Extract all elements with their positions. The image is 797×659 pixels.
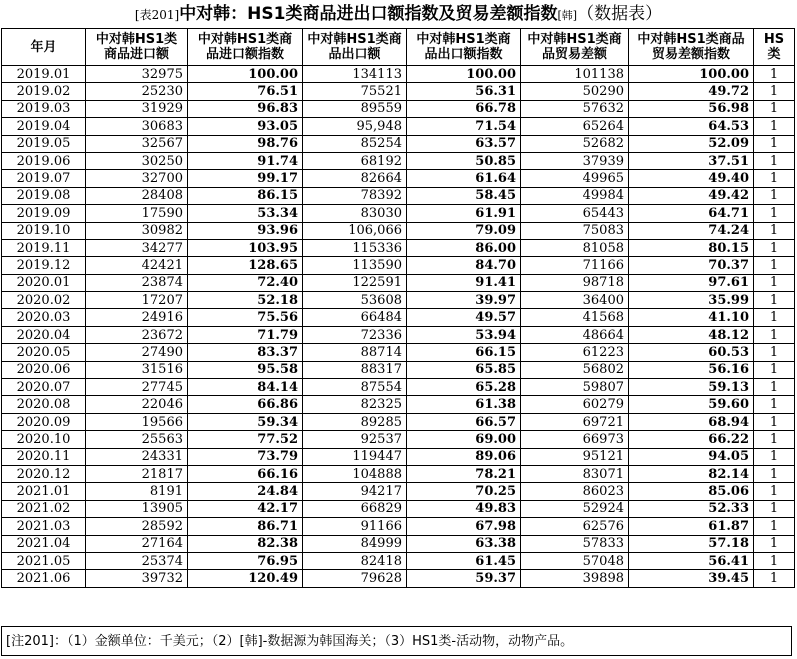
cell-export-value: 84999 <box>303 535 407 552</box>
cell-import-index: 93.05 <box>188 118 303 135</box>
cell-export-index: 59.37 <box>407 570 521 587</box>
cell-export-index: 86.00 <box>407 239 521 256</box>
cell-hs-class: 1 <box>754 205 795 222</box>
cell-trade-balance: 65264 <box>521 118 629 135</box>
cell-import-value: 27164 <box>86 535 188 552</box>
cell-import-index: 73.79 <box>188 448 303 465</box>
data-table <box>1 28 795 588</box>
cell-export-value: 85254 <box>303 135 407 152</box>
cell-export-value: 94217 <box>303 483 407 500</box>
cell-import-index: 103.95 <box>188 239 303 256</box>
table-row <box>2 222 795 239</box>
header-trade-balance: 中对韩HS1类商品贸易差额 <box>521 29 629 66</box>
cell-trade-balance-index: 100.00 <box>629 66 754 83</box>
cell-trade-balance: 48664 <box>521 326 629 343</box>
cell-hs-class: 1 <box>754 239 795 256</box>
cell-hs-class: 1 <box>754 170 795 187</box>
cell-import-value: 30250 <box>86 152 188 169</box>
cell-export-value: 87554 <box>303 379 407 396</box>
cell-import-value: 25230 <box>86 83 188 100</box>
cell-import-index: 66.86 <box>188 396 303 413</box>
cell-import-index: 71.79 <box>188 326 303 343</box>
cell-import-value: 28408 <box>86 187 188 204</box>
cell-trade-balance: 75083 <box>521 222 629 239</box>
cell-import-index: 72.40 <box>188 274 303 291</box>
cell-export-value: 88714 <box>303 344 407 361</box>
cell-import-value: 17207 <box>86 292 188 309</box>
cell-month: 2021.01 <box>2 483 86 500</box>
cell-hs-class: 1 <box>754 396 795 413</box>
cell-export-value: 68192 <box>303 152 407 169</box>
cell-export-value: 134113 <box>303 66 407 83</box>
cell-export-index: 61.38 <box>407 396 521 413</box>
cell-month: 2020.11 <box>2 448 86 465</box>
cell-month: 2021.02 <box>2 500 86 517</box>
header-export-index: 中对韩HS1类商品出口额指数 <box>407 29 521 66</box>
cell-month: 2019.09 <box>2 205 86 222</box>
cell-import-index: 99.17 <box>188 170 303 187</box>
cell-export-index: 39.97 <box>407 292 521 309</box>
cell-import-value: 31516 <box>86 361 188 378</box>
cell-month: 2019.07 <box>2 170 86 187</box>
cell-import-index: 86.71 <box>188 518 303 535</box>
cell-hs-class: 1 <box>754 118 795 135</box>
cell-trade-balance: 98718 <box>521 274 629 291</box>
cell-export-value: 82325 <box>303 396 407 413</box>
cell-month: 2020.07 <box>2 379 86 396</box>
cell-trade-balance-index: 52.09 <box>629 135 754 152</box>
cell-import-value: 8191 <box>86 483 188 500</box>
cell-import-index: 128.65 <box>188 257 303 274</box>
cell-export-index: 66.78 <box>407 100 521 117</box>
cell-month: 2019.06 <box>2 152 86 169</box>
cell-trade-balance: 57833 <box>521 535 629 552</box>
cell-import-index: 59.34 <box>188 413 303 430</box>
cell-trade-balance: 37939 <box>521 152 629 169</box>
cell-hs-class: 1 <box>754 570 795 587</box>
cell-hs-class: 1 <box>754 413 795 430</box>
cell-export-value: 104888 <box>303 465 407 482</box>
title-suffix: （数据表） <box>577 4 663 24</box>
table-row <box>2 431 795 448</box>
cell-import-value: 24331 <box>86 448 188 465</box>
cell-hs-class: 1 <box>754 274 795 291</box>
table-body <box>2 66 795 588</box>
cell-export-index: 84.70 <box>407 257 521 274</box>
cell-export-index: 91.41 <box>407 274 521 291</box>
cell-trade-balance-index: 61.87 <box>629 518 754 535</box>
cell-hs-class: 1 <box>754 465 795 482</box>
cell-import-index: 66.16 <box>188 465 303 482</box>
cell-trade-balance-index: 59.13 <box>629 379 754 396</box>
cell-trade-balance-index: 94.05 <box>629 448 754 465</box>
cell-export-index: 58.45 <box>407 187 521 204</box>
cell-trade-balance-index: 59.60 <box>629 396 754 413</box>
cell-trade-balance: 41568 <box>521 309 629 326</box>
cell-hs-class: 1 <box>754 431 795 448</box>
cell-hs-class: 1 <box>754 187 795 204</box>
cell-export-value: 113590 <box>303 257 407 274</box>
cell-import-index: 75.56 <box>188 309 303 326</box>
cell-import-index: 100.00 <box>188 66 303 83</box>
cell-month: 2021.04 <box>2 535 86 552</box>
cell-export-value: 72336 <box>303 326 407 343</box>
cell-month: 2021.03 <box>2 518 86 535</box>
cell-export-index: 61.45 <box>407 552 521 569</box>
title-main: 中对韩：HS1类商品进出口额指数及贸易差额指数 <box>179 4 558 24</box>
cell-export-value: 83030 <box>303 205 407 222</box>
cell-trade-balance-index: 70.37 <box>629 257 754 274</box>
cell-hs-class: 1 <box>754 66 795 83</box>
cell-export-index: 69.00 <box>407 431 521 448</box>
cell-trade-balance-index: 97.61 <box>629 274 754 291</box>
cell-trade-balance-index: 57.18 <box>629 535 754 552</box>
cell-import-index: 86.15 <box>188 187 303 204</box>
table-row <box>2 205 795 222</box>
cell-import-value: 39732 <box>86 570 188 587</box>
cell-trade-balance-index: 52.33 <box>629 500 754 517</box>
cell-trade-balance: 60279 <box>521 396 629 413</box>
cell-trade-balance: 69721 <box>521 413 629 430</box>
cell-import-value: 22046 <box>86 396 188 413</box>
cell-month: 2019.03 <box>2 100 86 117</box>
cell-trade-balance: 49984 <box>521 187 629 204</box>
cell-hs-class: 1 <box>754 448 795 465</box>
cell-trade-balance-index: 37.51 <box>629 152 754 169</box>
cell-hs-class: 1 <box>754 257 795 274</box>
cell-import-value: 23672 <box>86 326 188 343</box>
cell-import-value: 13905 <box>86 500 188 517</box>
cell-hs-class: 1 <box>754 100 795 117</box>
cell-export-value: 66829 <box>303 500 407 517</box>
table-row <box>2 170 795 187</box>
cell-import-value: 28592 <box>86 518 188 535</box>
cell-trade-balance: 57632 <box>521 100 629 117</box>
cell-export-index: 78.21 <box>407 465 521 482</box>
table-row <box>2 570 795 587</box>
cell-import-index: 120.49 <box>188 570 303 587</box>
cell-hs-class: 1 <box>754 518 795 535</box>
table-row <box>2 326 795 343</box>
cell-export-value: 78392 <box>303 187 407 204</box>
cell-trade-balance-index: 64.53 <box>629 118 754 135</box>
cell-trade-balance: 52924 <box>521 500 629 517</box>
cell-import-index: 98.76 <box>188 135 303 152</box>
cell-export-value: 79628 <box>303 570 407 587</box>
cell-export-value: 119447 <box>303 448 407 465</box>
cell-export-value: 75521 <box>303 83 407 100</box>
cell-hs-class: 1 <box>754 344 795 361</box>
cell-hs-class: 1 <box>754 500 795 517</box>
cell-import-index: 83.37 <box>188 344 303 361</box>
table-row <box>2 152 795 169</box>
cell-import-value: 42421 <box>86 257 188 274</box>
cell-month: 2019.04 <box>2 118 86 135</box>
table-row <box>2 344 795 361</box>
cell-month: 2020.09 <box>2 413 86 430</box>
cell-import-index: 42.17 <box>188 500 303 517</box>
cell-month: 2020.10 <box>2 431 86 448</box>
cell-trade-balance-index: 49.72 <box>629 83 754 100</box>
cell-export-value: 82418 <box>303 552 407 569</box>
table-row <box>2 83 795 100</box>
table-row <box>2 552 795 569</box>
table-row <box>2 361 795 378</box>
header-import-index: 中对韩HS1类商品进口额指数 <box>188 29 303 66</box>
cell-import-index: 91.74 <box>188 152 303 169</box>
cell-import-value: 32700 <box>86 170 188 187</box>
table-row <box>2 465 795 482</box>
cell-month: 2019.10 <box>2 222 86 239</box>
cell-import-value: 23874 <box>86 274 188 291</box>
cell-import-index: 96.83 <box>188 100 303 117</box>
cell-month: 2020.02 <box>2 292 86 309</box>
cell-trade-balance-index: 82.14 <box>629 465 754 482</box>
cell-export-index: 79.09 <box>407 222 521 239</box>
cell-trade-balance-index: 74.24 <box>629 222 754 239</box>
cell-trade-balance: 52682 <box>521 135 629 152</box>
cell-export-value: 82664 <box>303 170 407 187</box>
cell-trade-balance: 66973 <box>521 431 629 448</box>
cell-month: 2019.08 <box>2 187 86 204</box>
cell-export-value: 122591 <box>303 274 407 291</box>
cell-hs-class: 1 <box>754 83 795 100</box>
cell-trade-balance: 81058 <box>521 239 629 256</box>
cell-trade-balance: 49965 <box>521 170 629 187</box>
header-import-value: 中对韩HS1类商品进口额 <box>86 29 188 66</box>
cell-export-value: 91166 <box>303 518 407 535</box>
cell-import-value: 19566 <box>86 413 188 430</box>
table-row <box>2 66 795 83</box>
cell-hs-class: 1 <box>754 379 795 396</box>
cell-export-index: 65.28 <box>407 379 521 396</box>
table-row <box>2 396 795 413</box>
cell-hs-class: 1 <box>754 483 795 500</box>
cell-export-index: 89.06 <box>407 448 521 465</box>
cell-export-index: 56.31 <box>407 83 521 100</box>
cell-import-index: 93.96 <box>188 222 303 239</box>
cell-import-index: 82.38 <box>188 535 303 552</box>
header-trade-balance-index: 中对韩HS1类商品贸易差额指数 <box>629 29 754 66</box>
table-row <box>2 379 795 396</box>
cell-trade-balance-index: 49.42 <box>629 187 754 204</box>
cell-export-index: 53.94 <box>407 326 521 343</box>
cell-trade-balance: 57048 <box>521 552 629 569</box>
cell-trade-balance-index: 66.22 <box>629 431 754 448</box>
cell-import-value: 27745 <box>86 379 188 396</box>
cell-export-index: 63.38 <box>407 535 521 552</box>
cell-import-value: 32567 <box>86 135 188 152</box>
cell-hs-class: 1 <box>754 552 795 569</box>
cell-trade-balance-index: 85.06 <box>629 483 754 500</box>
cell-export-index: 66.57 <box>407 413 521 430</box>
table-row <box>2 187 795 204</box>
table-row <box>2 483 795 500</box>
cell-trade-balance-index: 80.15 <box>629 239 754 256</box>
cell-import-value: 31929 <box>86 100 188 117</box>
cell-trade-balance-index: 39.45 <box>629 570 754 587</box>
cell-export-index: 67.98 <box>407 518 521 535</box>
cell-export-index: 50.85 <box>407 152 521 169</box>
cell-import-value: 17590 <box>86 205 188 222</box>
cell-trade-balance: 83071 <box>521 465 629 482</box>
cell-hs-class: 1 <box>754 135 795 152</box>
cell-hs-class: 1 <box>754 222 795 239</box>
cell-import-value: 25563 <box>86 431 188 448</box>
cell-month: 2019.12 <box>2 257 86 274</box>
cell-month: 2019.11 <box>2 239 86 256</box>
cell-hs-class: 1 <box>754 361 795 378</box>
cell-import-value: 30982 <box>86 222 188 239</box>
cell-trade-balance-index: 41.10 <box>629 309 754 326</box>
cell-export-value: 95,948 <box>303 118 407 135</box>
cell-trade-balance-index: 56.41 <box>629 552 754 569</box>
cell-trade-balance: 59807 <box>521 379 629 396</box>
cell-import-value: 25374 <box>86 552 188 569</box>
cell-hs-class: 1 <box>754 535 795 552</box>
cell-trade-balance: 39898 <box>521 570 629 587</box>
cell-month: 2019.01 <box>2 66 86 83</box>
cell-import-index: 53.34 <box>188 205 303 222</box>
cell-month: 2020.03 <box>2 309 86 326</box>
cell-export-index: 100.00 <box>407 66 521 83</box>
cell-trade-balance: 65443 <box>521 205 629 222</box>
cell-import-index: 52.18 <box>188 292 303 309</box>
table-row <box>2 448 795 465</box>
cell-import-index: 77.52 <box>188 431 303 448</box>
table-row <box>2 239 795 256</box>
cell-trade-balance-index: 49.40 <box>629 170 754 187</box>
cell-export-value: 66484 <box>303 309 407 326</box>
cell-export-value: 106,066 <box>303 222 407 239</box>
table-row <box>2 500 795 517</box>
cell-hs-class: 1 <box>754 326 795 343</box>
cell-import-value: 27490 <box>86 344 188 361</box>
table-row <box>2 292 795 309</box>
cell-export-value: 115336 <box>303 239 407 256</box>
cell-export-value: 89559 <box>303 100 407 117</box>
cell-import-value: 34277 <box>86 239 188 256</box>
table-row <box>2 535 795 552</box>
cell-month: 2020.08 <box>2 396 86 413</box>
cell-export-index: 71.54 <box>407 118 521 135</box>
cell-import-index: 76.51 <box>188 83 303 100</box>
cell-hs-class: 1 <box>754 292 795 309</box>
cell-import-value: 30683 <box>86 118 188 135</box>
cell-import-value: 21817 <box>86 465 188 482</box>
cell-export-index: 70.25 <box>407 483 521 500</box>
cell-trade-balance-index: 56.16 <box>629 361 754 378</box>
cell-export-index: 61.91 <box>407 205 521 222</box>
cell-trade-balance-index: 68.94 <box>629 413 754 430</box>
cell-export-value: 89285 <box>303 413 407 430</box>
cell-month: 2020.06 <box>2 361 86 378</box>
cell-hs-class: 1 <box>754 309 795 326</box>
cell-month: 2020.12 <box>2 465 86 482</box>
table-number: [表201] <box>134 8 180 22</box>
cell-trade-balance: 36400 <box>521 292 629 309</box>
cell-export-index: 61.64 <box>407 170 521 187</box>
cell-trade-balance: 95121 <box>521 448 629 465</box>
cell-trade-balance: 56802 <box>521 361 629 378</box>
cell-import-index: 76.95 <box>188 552 303 569</box>
table-title <box>0 0 797 28</box>
table-row <box>2 100 795 117</box>
cell-export-index: 63.57 <box>407 135 521 152</box>
cell-month: 2019.02 <box>2 83 86 100</box>
cell-trade-balance: 62576 <box>521 518 629 535</box>
table-row <box>2 274 795 291</box>
cell-trade-balance: 86023 <box>521 483 629 500</box>
table-row <box>2 135 795 152</box>
cell-month: 2020.04 <box>2 326 86 343</box>
cell-trade-balance-index: 60.53 <box>629 344 754 361</box>
cell-trade-balance-index: 56.98 <box>629 100 754 117</box>
cell-import-value: 32975 <box>86 66 188 83</box>
cell-trade-balance-index: 48.12 <box>629 326 754 343</box>
cell-month: 2020.05 <box>2 344 86 361</box>
cell-export-value: 88317 <box>303 361 407 378</box>
table-row <box>2 118 795 135</box>
table-row <box>2 257 795 274</box>
cell-import-index: 24.84 <box>188 483 303 500</box>
cell-import-index: 95.58 <box>188 361 303 378</box>
cell-export-value: 53608 <box>303 292 407 309</box>
cell-trade-balance: 61223 <box>521 344 629 361</box>
footnote: [注201]：（1）金额单位：千美元；（2）[韩]-数据源为韩国海关；（3）HS1类-活动物，动物产品。 <box>1 626 792 656</box>
cell-export-index: 49.57 <box>407 309 521 326</box>
cell-import-index: 84.14 <box>188 379 303 396</box>
cell-trade-balance-index: 64.71 <box>629 205 754 222</box>
cell-export-value: 92537 <box>303 431 407 448</box>
cell-trade-balance: 101138 <box>521 66 629 83</box>
table-row <box>2 413 795 430</box>
cell-import-value: 24916 <box>86 309 188 326</box>
cell-month: 2019.05 <box>2 135 86 152</box>
header-row <box>2 29 795 66</box>
cell-hs-class: 1 <box>754 152 795 169</box>
table-row <box>2 518 795 535</box>
header-month: 年月 <box>2 29 86 66</box>
cell-export-index: 65.85 <box>407 361 521 378</box>
header-hs-class: HS类 <box>754 29 795 66</box>
source-tag: [韩] <box>557 9 578 22</box>
cell-month: 2021.06 <box>2 570 86 587</box>
header-export-value: 中对韩HS1类商品出口额 <box>303 29 407 66</box>
cell-export-index: 49.83 <box>407 500 521 517</box>
cell-trade-balance: 50290 <box>521 83 629 100</box>
cell-month: 2020.01 <box>2 274 86 291</box>
cell-export-index: 66.15 <box>407 344 521 361</box>
cell-trade-balance-index: 35.99 <box>629 292 754 309</box>
table-row <box>2 309 795 326</box>
cell-trade-balance: 71166 <box>521 257 629 274</box>
cell-month: 2021.05 <box>2 552 86 569</box>
